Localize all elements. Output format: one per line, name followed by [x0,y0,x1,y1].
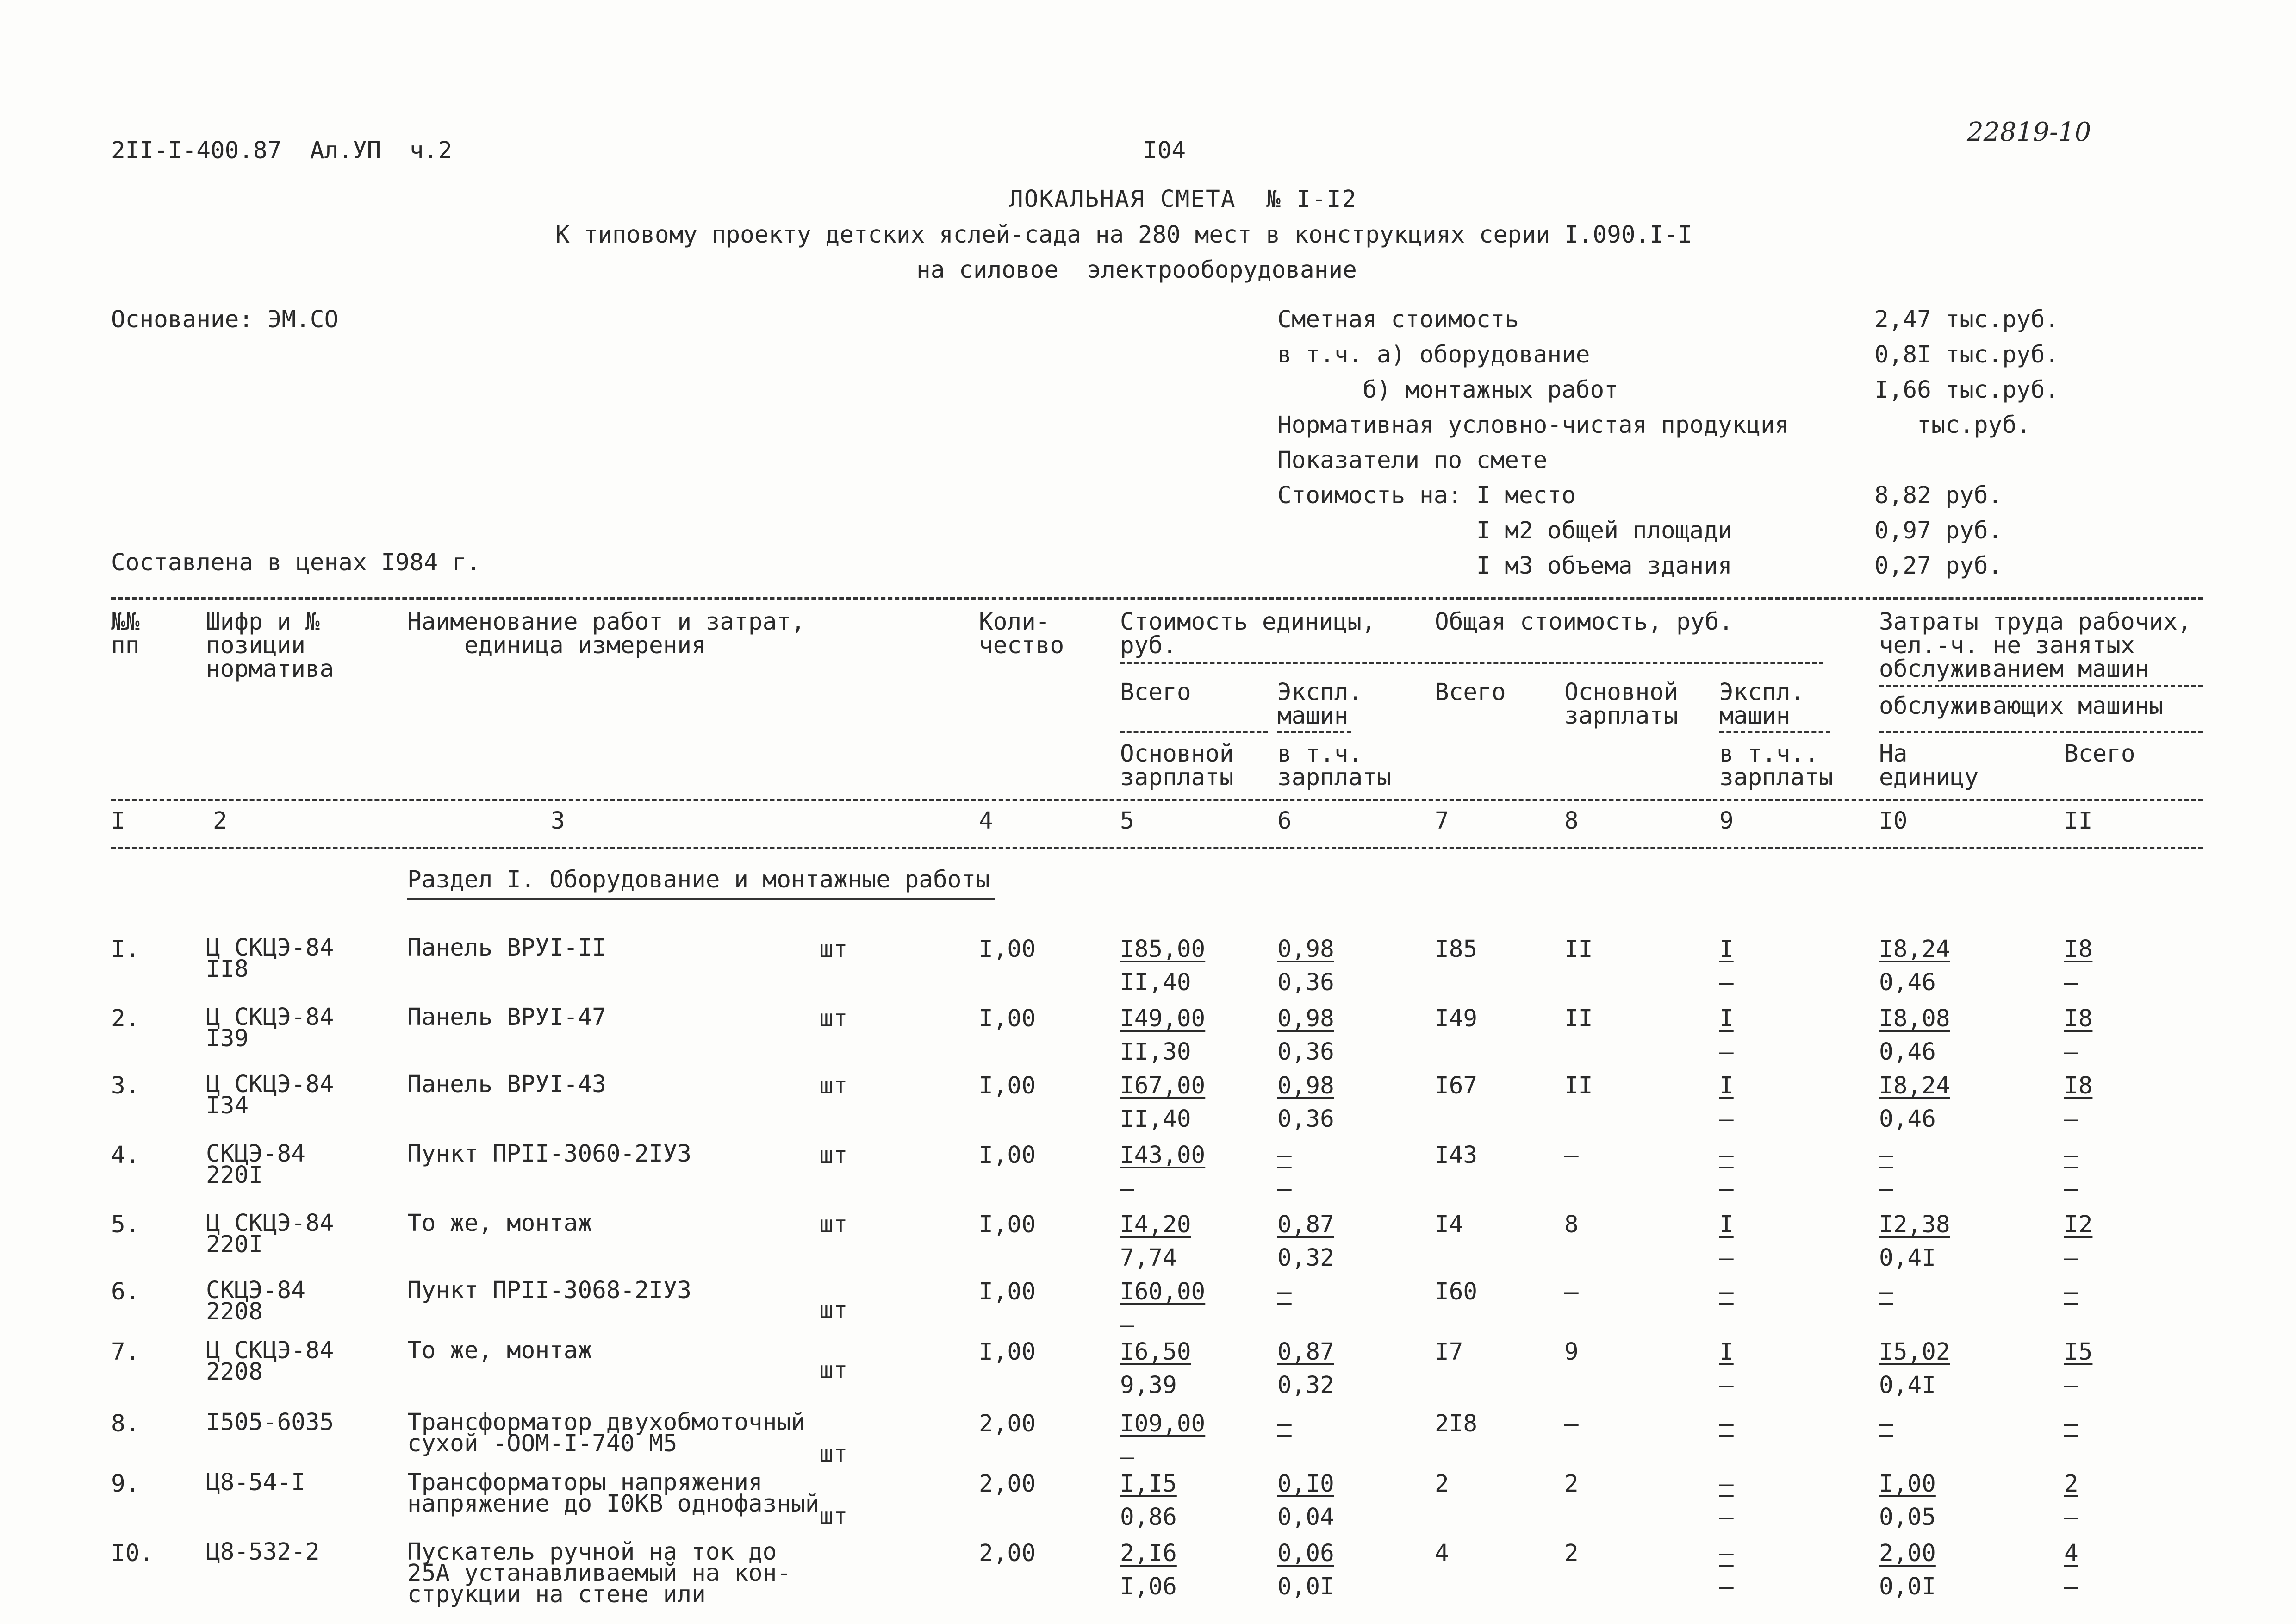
row-sum-wages: 2 [1564,1540,1579,1567]
row-norm-code: Ц8-532-2 [206,1538,320,1566]
header-unit-machines: Экспл. машин [1277,679,1363,730]
row-quantity: 2,00 [979,1540,1036,1567]
header-sum-machine-wages: в т.ч.. зарплаты [1719,740,1833,791]
column-number: 7 [1435,807,1449,835]
row-unit-machines: 0,98 [1277,1005,1334,1032]
row-norm-code: Ц СКЦЭ-84 I39 [206,1004,334,1052]
basis-note: Основание: ЭМ.СО [111,306,339,333]
row-labor-per-unit: I8,08 [1879,1005,1950,1032]
row-unit-machine-wages: 0,36 [1277,969,1334,996]
row-quantity: 2,00 [979,1410,1036,1437]
row-labor-total: – [2064,1410,2078,1437]
row-unit-wages: 0,86 [1120,1504,1177,1531]
estimate-subtitle: К типовому проекту детских яслей-сада на 280 мест в конструкциях серии I.090.I-I [555,221,1692,249]
row-unit-total: 2,I6 [1120,1540,1177,1567]
row-unit-total: I09,00 [1120,1410,1206,1437]
row-sum-wages: II [1564,936,1593,963]
row-unit-wages: 7,74 [1120,1244,1177,1272]
row-labor-per-unit: I8,24 [1879,1072,1950,1099]
row-sum-wages: 9 [1564,1338,1579,1366]
column-number: 8 [1564,807,1579,835]
row-number: I0. [111,1540,154,1567]
row-work-name: Трансформатор двухобмоточный сухой -ООМ-I-740 М5 [407,1409,805,1457]
row-norm-code: Ц СКЦЭ-84 II8 [206,934,334,983]
row-norm-code: СКЦЭ-84 2208 [206,1277,305,1325]
row-labor-per-unit: 2,00 [1879,1540,1936,1567]
row-unit-wages: – [1120,1312,1134,1339]
row-unit: шт [819,1142,848,1169]
row-labor-total: I5 [2064,1338,2093,1366]
row-sum-total: I4 [1435,1211,1463,1238]
column-number: 2 [213,807,227,835]
summary-value: I,66 тыс.руб. [1874,376,2060,404]
header-labor-costs: Затраты труда рабочих, чел.-ч. не занятых обслуживанием машин [1879,608,2192,683]
row-unit-wages: II,40 [1120,1106,1191,1133]
row-sum-wages: – [1564,1142,1579,1169]
row-quantity: I,00 [979,1005,1036,1032]
row-labor-total-machines: – [2064,1106,2078,1133]
row-quantity: I,00 [979,1338,1036,1366]
row-labor-total: – [2064,1278,2078,1305]
row-labor-per-unit-machines: 0,4I [1879,1372,1936,1399]
row-sum-machines: I [1719,1211,1734,1238]
column-number: II [2064,807,2093,835]
row-sum-machine-wages: – [1719,1573,1734,1600]
row-unit-machine-wages: 0,32 [1277,1372,1334,1399]
row-number: I. [111,936,140,963]
row-sum-machine-wages: – [1719,1504,1734,1531]
row-unit-machine-wages: 0,04 [1277,1504,1334,1531]
row-unit-total: I,I5 [1120,1470,1177,1498]
row-unit: шт [819,1297,848,1324]
row-sum-total: 4 [1435,1540,1449,1567]
row-sum-machines: – [1719,1470,1734,1498]
row-norm-code: СКЦЭ-84 220I [206,1140,305,1189]
row-sum-wages: – [1564,1410,1579,1437]
summary-value: тыс.руб. [1874,412,2031,439]
row-sum-machines: I [1719,1072,1734,1099]
row-unit: шт [819,1072,848,1099]
row-unit-machines: – [1277,1410,1292,1437]
row-labor-total: I8 [2064,1005,2093,1032]
row-labor-total-machines: – [2064,969,2078,996]
row-labor-per-unit-machines: 0,46 [1879,1038,1936,1066]
row-work-name: Панель ВРУI-II [407,934,606,962]
row-quantity: I,00 [979,1211,1036,1238]
summary-label: б) монтажных работ [1277,376,1618,404]
row-unit: шт [819,1005,848,1032]
row-unit-machines: 0,87 [1277,1338,1334,1366]
header-row-number: №№ пп [111,608,140,659]
row-sum-machines: – [1719,1142,1734,1169]
row-unit-machines: 0,06 [1277,1540,1334,1567]
row-sum-machine-wages: – [1719,1372,1734,1399]
summary-value: 0,27 руб. [1874,552,2003,580]
header-labor-per-unit: На единицу [1879,740,1979,791]
column-number: 4 [979,807,993,835]
row-unit-total: I4,20 [1120,1211,1191,1238]
row-sum-wages: II [1564,1072,1593,1099]
row-sum-machines: I [1719,936,1734,963]
row-unit-machines: – [1277,1142,1292,1169]
column-number: 3 [551,807,565,835]
summary-value: 8,82 руб. [1874,482,2003,509]
row-sum-machines: I [1719,1338,1734,1366]
row-norm-code: Ц8-54-I [206,1469,305,1496]
row-number: 3. [111,1072,140,1099]
row-quantity: 2,00 [979,1470,1036,1498]
header-unit-total: Всего [1120,679,1191,706]
row-sum-machine-wages: – [1719,1175,1734,1202]
row-quantity: I,00 [979,1072,1036,1099]
column-number: I [111,807,125,835]
row-unit-wages: 9,39 [1120,1372,1177,1399]
row-labor-total-machines: – [2064,1573,2078,1600]
summary-value: 0,97 руб. [1874,517,2003,544]
estimate-title: ЛОКАЛЬНАЯ СМЕТА № I-I2 [1009,186,1357,213]
row-number: 8. [111,1410,140,1437]
row-sum-total: 2I8 [1435,1410,1478,1437]
summary-value: 2,47 тыс.руб. [1874,306,2060,333]
header-sum-total: Всего [1435,679,1506,706]
row-labor-total-machines: – [2064,1175,2078,1202]
header-unit-wages: Основной зарплаты [1120,740,1234,791]
header-unit-machine-wages: в т.ч. зарплаты [1277,740,1391,791]
row-labor-per-unit: I5,02 [1879,1338,1950,1366]
row-labor-per-unit: – [1879,1278,1893,1305]
row-labor-total: 4 [2064,1540,2078,1567]
header-machine-operators: обслуживающих машины [1879,693,2164,720]
summary-label: в т.ч. а) оборудование [1277,341,1590,369]
row-labor-per-unit: I2,38 [1879,1211,1950,1238]
row-quantity: I,00 [979,1142,1036,1169]
row-unit-machines: 0,98 [1277,936,1334,963]
column-number: 9 [1719,807,1734,835]
row-labor-total: I8 [2064,936,2093,963]
row-labor-per-unit: – [1879,1410,1893,1437]
header-work-name: Наименование работ и затрат, единица измерения [407,608,805,659]
row-sum-wages: – [1564,1278,1579,1305]
row-unit-machine-wages: 0,32 [1277,1244,1334,1272]
row-sum-wages: 2 [1564,1470,1579,1498]
row-sum-machine-wages: – [1719,969,1734,996]
row-work-name: Пункт ПРII-3060-2IУ3 [407,1140,692,1168]
summary-label: I м3 объема здания [1277,552,1732,580]
row-sum-total: 2 [1435,1470,1449,1498]
row-labor-per-unit-machines: 0,05 [1879,1504,1936,1531]
row-unit-total: I43,00 [1120,1142,1206,1169]
row-labor-total: – [2064,1142,2078,1169]
row-unit-wages: – [1120,1443,1134,1471]
row-sum-machines: – [1719,1278,1734,1305]
document-code: 2II-I-400.87 Ал.УП ч.2 [111,137,452,164]
row-labor-total: 2 [2064,1470,2078,1498]
header-sum-machines: Экспл. машин [1719,679,1805,730]
row-unit-machines: 0,I0 [1277,1470,1334,1498]
row-work-name: Пускатель ручной на ток до 25А устанавливаемый на кон- струкции на стене или [407,1538,791,1608]
row-labor-per-unit: I,00 [1879,1470,1936,1498]
section-title: Раздел I. Оборудование и монтажные работы [407,866,990,893]
row-sum-machine-wages: – [1719,1244,1734,1272]
row-unit: шт [819,1211,848,1238]
row-sum-wages: II [1564,1005,1593,1032]
row-sum-wages: 8 [1564,1211,1579,1238]
row-work-name: Трансформаторы напряжения напряжение до I0КВ однофазный [407,1469,820,1518]
row-unit-machines: – [1277,1278,1292,1305]
row-unit: шт [819,1357,848,1384]
row-number: 7. [111,1338,140,1366]
row-unit-total: I67,00 [1120,1072,1206,1099]
row-unit-machine-wages: 0,0I [1277,1573,1334,1600]
row-work-name: Панель ВРУI-43 [407,1071,606,1098]
row-sum-total: I43 [1435,1142,1478,1169]
row-unit: шт [819,936,848,963]
row-labor-per-unit: I8,24 [1879,936,1950,963]
row-sum-machines: – [1719,1540,1734,1567]
row-norm-code: Ц СКЦЭ-84 2208 [206,1337,334,1386]
header-labor-total: Всего [2064,740,2135,768]
row-sum-machine-wages: – [1719,1038,1734,1066]
row-unit-total: I85,00 [1120,936,1206,963]
section-title-underline [407,898,995,900]
row-sum-machines: I [1719,1005,1734,1032]
row-unit-wages: II,30 [1120,1038,1191,1066]
row-labor-total-machines: – [2064,1372,2078,1399]
row-unit-machine-wages: 0,36 [1277,1038,1334,1066]
row-sum-total: I7 [1435,1338,1463,1366]
row-unit-machine-wages: 0,36 [1277,1106,1334,1133]
row-sum-total: I85 [1435,936,1478,963]
row-labor-per-unit-machines: 0,46 [1879,969,1936,996]
header-sum-wages: Основной зарплаты [1564,679,1678,730]
row-unit-wages: I,06 [1120,1573,1177,1600]
summary-label: Показатели по смете [1277,447,1548,474]
row-number: 6. [111,1278,140,1305]
column-number: 5 [1120,807,1134,835]
row-sum-machine-wages: – [1719,1106,1734,1133]
row-number: 4. [111,1142,140,1169]
row-number: 2. [111,1005,140,1032]
header-quantity: Коли- чество [979,608,1064,659]
row-labor-per-unit-machines: 0,0I [1879,1573,1936,1600]
row-unit-total: I49,00 [1120,1005,1206,1032]
row-labor-per-unit: – [1879,1142,1893,1169]
row-labor-total-machines: – [2064,1038,2078,1066]
row-labor-per-unit-machines: – [1879,1175,1893,1202]
row-work-name: То же, монтаж [407,1210,592,1237]
row-labor-total-machines: – [2064,1244,2078,1272]
column-number: 6 [1277,807,1292,835]
page-number: I04 [1143,137,1186,164]
row-number: 9. [111,1470,140,1498]
row-quantity: I,00 [979,936,1036,963]
row-labor-total: I8 [2064,1072,2093,1099]
row-norm-code: Ц СКЦЭ-84 I34 [206,1071,334,1119]
row-work-name: Панель ВРУI-47 [407,1004,606,1031]
header-total-cost: Общая стоимость, руб. [1435,608,1733,636]
row-unit-machines: 0,87 [1277,1211,1334,1238]
prices-year-note: Составлена в ценах I984 г. [111,549,481,576]
row-labor-per-unit-machines: 0,4I [1879,1244,1936,1272]
row-norm-code: Ц СКЦЭ-84 220I [206,1210,334,1258]
row-unit: шт [819,1503,848,1530]
summary-label: I м2 общей площади [1277,517,1732,544]
summary-label: Нормативная условно-чистая продукция [1277,412,1789,439]
row-labor-total: I2 [2064,1211,2093,1238]
summary-label: Сметная стоимость [1277,306,1519,333]
row-work-name: Пункт ПРII-3068-2IУ3 [407,1277,692,1304]
summary-label: Стоимость на: I место [1277,482,1576,509]
row-sum-total: I49 [1435,1005,1478,1032]
row-labor-per-unit-machines: 0,46 [1879,1106,1936,1133]
row-unit-wages: – [1120,1175,1134,1202]
handwritten-stamp-number: 22819-10 [1967,117,2091,147]
row-labor-total-machines: – [2064,1504,2078,1531]
estimate-subtitle-2: на силовое электрооборудование [916,256,1357,284]
header-norm-code: Шифр и № позиции норматива [206,608,334,683]
row-unit-machine-wages: – [1277,1175,1292,1202]
row-unit-wages: II,40 [1120,969,1191,996]
row-unit-machines: 0,98 [1277,1072,1334,1099]
header-unit-cost: Стоимость единицы, руб. [1120,608,1376,659]
row-work-name: То же, монтаж [407,1337,592,1364]
row-unit-total: I60,00 [1120,1278,1206,1305]
column-number: I0 [1879,807,1908,835]
row-sum-machines: – [1719,1410,1734,1437]
row-sum-total: I60 [1435,1278,1478,1305]
summary-value: 0,8I тыс.руб. [1874,341,2060,369]
row-sum-total: I67 [1435,1072,1478,1099]
row-quantity: I,00 [979,1278,1036,1305]
row-unit-total: I6,50 [1120,1338,1191,1366]
row-norm-code: I505-6035 [206,1409,334,1436]
row-number: 5. [111,1211,140,1238]
row-unit: шт [819,1440,848,1468]
